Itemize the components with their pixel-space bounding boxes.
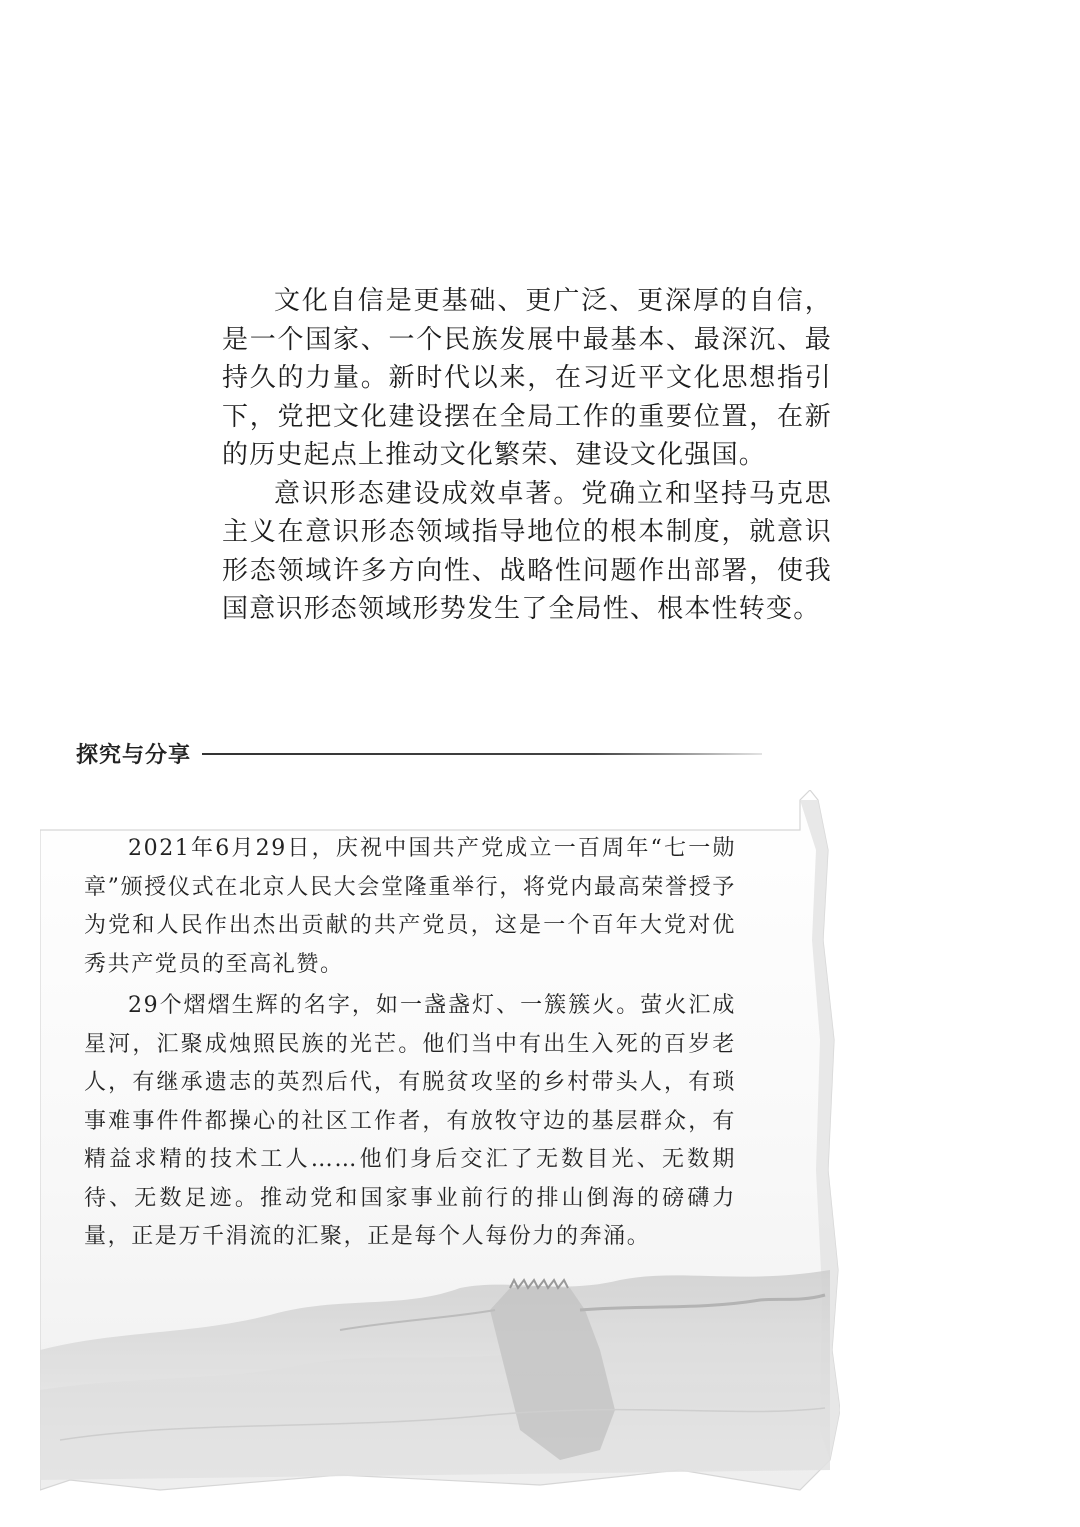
section-title: 探究与分享 [76,743,192,768]
paragraph-ideology-building: 意识形态建设成效卓著。党确立和坚持马克思主义在意识形态领域指导地位的根本制度，就意识形态领域许多方向性、战略性问题作出部署，使我国意识形态领域形势发生了全局性、根本性转变。 [222,478,832,624]
card-text [84,830,736,1257]
main-body-text [222,282,832,629]
paragraph-cultural-confidence: 文化自信是更基础、更广泛、更深厚的自信，是一个国家、一个民族发展中最基本、最深沉、最持久的力量。新时代以来，在习近平文化思想指引下，党把文化建设摆在全局工作的重要位置，在新的历史起点上推动文化繁荣、建设文化强国。 [222,286,832,470]
section-header [76,738,766,770]
paragraph-29-names: 29个熠熠生辉的名字，如一盏盏灯、一簇簇火。萤火汇成星河，汇聚成烛照民族的光芒。他们当中有出生入死的百岁老人，有继承遗志的英烈后代，有脱贫攻坚的乡村带头人，有琐事难事件件都操心的社区工作者，有放牧守边的基层群众，有精益求精的技术工人……他们身后交汇了无数目光、无数期待、无数足迹。推动党和国家事业前行的排山倒海的磅礴力量，正是万千涓流的汇聚，正是每个人每份力的奔涌。 [84,993,736,1249]
section-divider [202,753,762,755]
paragraph-july-first-medal: 2021年6月29日，庆祝中国共产党成立一百周年“七一勋章”颁授仪式在北京人民大会堂隆重举行，将党内最高荣誉授予为党和人民作出杰出贡献的共产党员，这是一个百年大党对优秀共产党员的至高礼赞。 [84,836,736,977]
